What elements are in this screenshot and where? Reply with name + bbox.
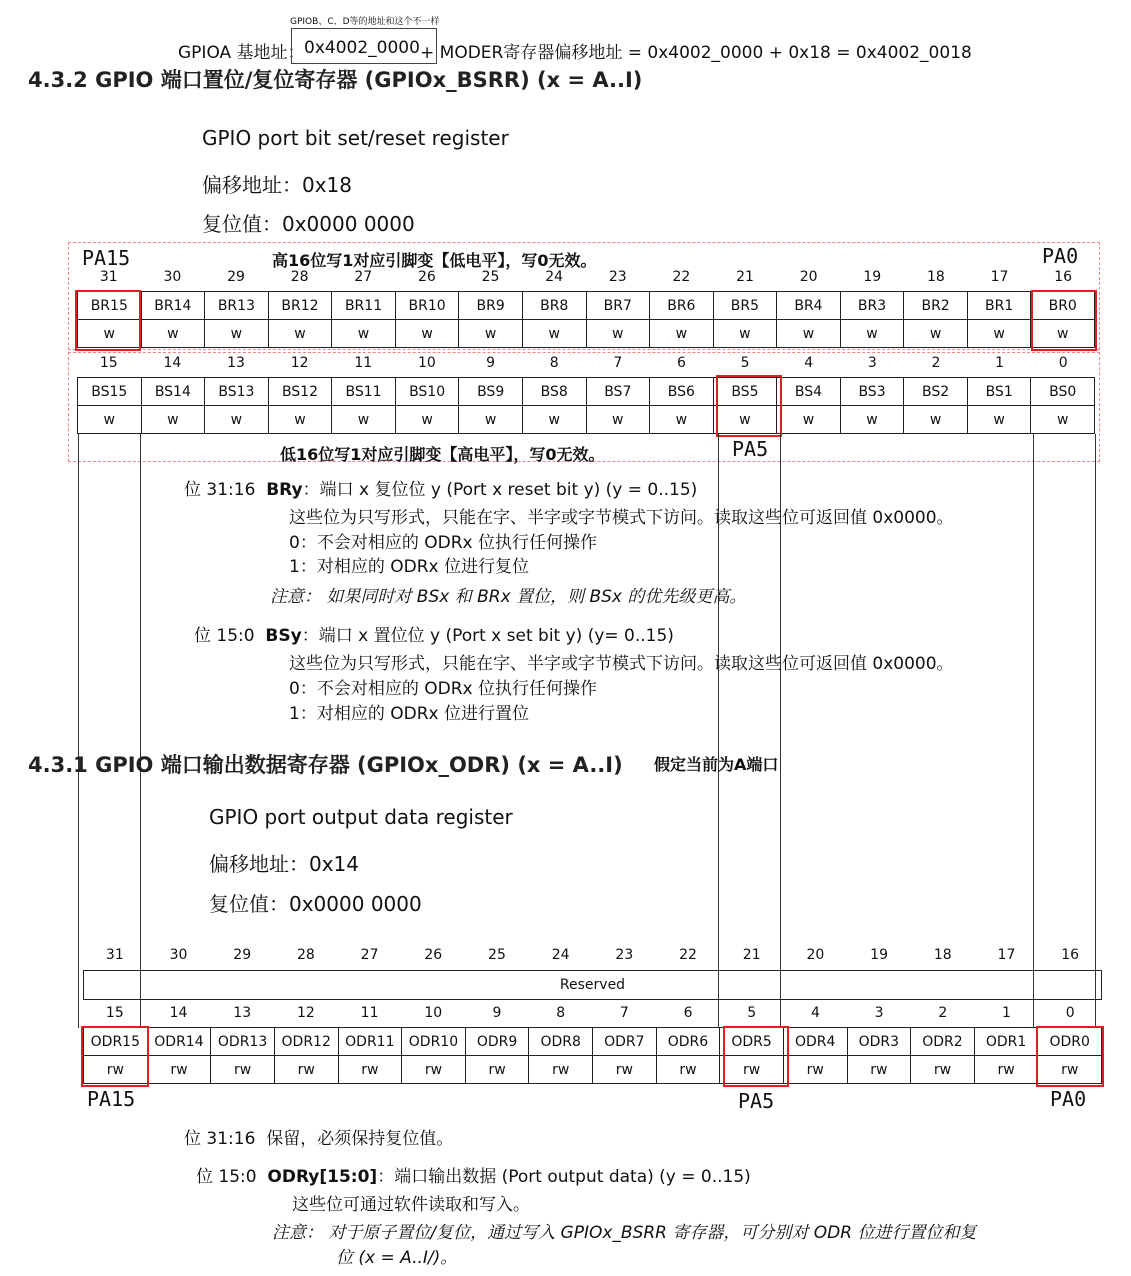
base-address-formula: + MODER寄存器偏移地址 = 0x4002_0000 + 0x18 = 0x4002_0018: [420, 43, 972, 63]
field-br1: BR1: [967, 292, 1031, 320]
access-w-br8: w: [522, 320, 586, 348]
field-br6: BR6: [650, 292, 714, 320]
field-br0: BR0: [1031, 292, 1095, 320]
odr-heading: 4.3.1 GPIO 端口输出数据寄存器 (GPIOx_ODR) (x = A..I): [28, 753, 623, 777]
highlight-bs5: [716, 375, 782, 437]
access-w-bs7: w: [586, 406, 650, 434]
access-w-bs2: w: [904, 406, 968, 434]
access-w-br12: w: [268, 320, 332, 348]
bit-number-12: 12: [296, 1005, 315, 1021]
access-w-br1: w: [967, 320, 1031, 348]
access-rw-odr2: rw: [911, 1056, 975, 1084]
bit-number-13: 13: [233, 1005, 252, 1021]
field-br4: BR4: [777, 292, 841, 320]
access-rw-odr9: rw: [465, 1056, 529, 1084]
field-odr4: ODR4: [783, 1028, 847, 1056]
bit-number-5: 5: [740, 355, 750, 371]
access-w-br6: w: [650, 320, 714, 348]
bit-number-23: 23: [615, 947, 634, 963]
field-bs0: BS0: [1031, 378, 1095, 406]
field-bs7: BS7: [586, 378, 650, 406]
access-w-bs9: w: [459, 406, 523, 434]
odr-pa15-label: PA15: [87, 1087, 136, 1111]
bit-number-28: 28: [290, 269, 309, 285]
odr-atomic-note-line2: 位 (x = A..I/)。: [336, 1248, 458, 1268]
field-odr9: ODR9: [465, 1028, 529, 1056]
base-address-value: 0x4002_0000: [304, 38, 420, 58]
bit-number-24: 24: [545, 269, 564, 285]
bsrr-br-desc-line3: 1：对相应的 ODRx 位进行复位: [289, 557, 529, 577]
field-odr11: ODR11: [338, 1028, 402, 1056]
bsrr-high-note: 高16位写1对应引脚变【低电平】，写0无效。: [272, 251, 597, 270]
bit-number-19: 19: [870, 947, 888, 963]
access-w-br10: w: [395, 320, 459, 348]
access-w-bs15: w: [78, 406, 142, 434]
field-bs5: BS5: [713, 378, 777, 406]
bsrr-low-note: 低16位写1对应引脚变【高电平】，写0无效。: [280, 445, 605, 464]
bit-number-28: 28: [296, 947, 315, 963]
bsrr-br-desc-line1: 这些位为只写形式，只能在字、半字或字节模式下访问。读取这些位可返回值 0x0000。: [289, 508, 954, 528]
bit-number-27: 27: [360, 947, 379, 963]
access-rw-odr13: rw: [211, 1056, 275, 1084]
field-br14: BR14: [141, 292, 205, 320]
bit-number-31: 31: [99, 269, 118, 285]
highlight-odr0: [1036, 1026, 1104, 1087]
field-bs6: BS6: [650, 378, 714, 406]
access-w-br13: w: [205, 320, 269, 348]
access-w-br9: w: [459, 320, 523, 348]
bsrr-pa5-label: PA5: [732, 437, 769, 461]
bit-number-7: 7: [619, 1005, 629, 1021]
field-bs4: BS4: [777, 378, 841, 406]
odr-reserved-table: [83, 970, 1102, 1000]
access-rw-odr8: rw: [529, 1056, 593, 1084]
bit-number-0: 0: [1065, 1005, 1075, 1021]
bit-number-18: 18: [933, 947, 952, 963]
field-br8: BR8: [522, 292, 586, 320]
base-address-note-tiny: GPIOB、C、D等的地址和这个不一样: [290, 17, 440, 27]
odr-assume-note: 假定当前为A端口: [654, 755, 779, 774]
base-address-prefix: GPIOA 基地址：: [178, 43, 305, 63]
bit-number-29: 29: [233, 947, 252, 963]
highlight-odr5: [723, 1026, 789, 1087]
access-w-br0: w: [1031, 320, 1095, 348]
bit-number-21: 21: [742, 947, 761, 963]
access-w-br15: w: [78, 320, 142, 348]
field-br10: BR10: [395, 292, 459, 320]
bit-number-7: 7: [613, 355, 623, 371]
field-bs15: BS15: [78, 378, 142, 406]
bit-number-22: 22: [679, 947, 697, 963]
bit-number-2: 2: [931, 355, 941, 371]
bsrr-offset: 偏移地址：0x18: [202, 173, 353, 197]
field-odr2: ODR2: [911, 1028, 975, 1056]
bsrr-priority-note: 注意： 如果同时对 BSx 和 BRx 置位，则 BSx 的优先级更高。: [270, 587, 747, 607]
field-bs14: BS14: [141, 378, 205, 406]
bit-number-18: 18: [927, 269, 945, 285]
access-rw-odr3: rw: [847, 1056, 911, 1084]
bit-number-24: 24: [551, 947, 570, 963]
bit-number-10: 10: [418, 355, 436, 371]
odr-pa5-label: PA5: [738, 1089, 775, 1113]
bit-number-17: 17: [990, 269, 1009, 285]
bit-number-15: 15: [105, 1005, 124, 1021]
access-rw-odr10: rw: [402, 1056, 466, 1084]
field-br15: BR15: [78, 292, 142, 320]
bit-number-9: 9: [492, 1005, 502, 1021]
bit-number-10: 10: [424, 1005, 443, 1021]
highlight-odr15: [81, 1026, 149, 1087]
field-br2: BR2: [904, 292, 968, 320]
field-odr5: ODR5: [720, 1028, 784, 1056]
access-w-bs12: w: [268, 406, 332, 434]
bit-number-17: 17: [997, 947, 1016, 963]
bit-number-26: 26: [418, 269, 436, 285]
field-odr14: ODR14: [147, 1028, 211, 1056]
access-w-bs1: w: [967, 406, 1031, 434]
access-rw-odr15: rw: [84, 1056, 148, 1084]
field-odr7: ODR7: [593, 1028, 657, 1056]
access-w-br11: w: [332, 320, 396, 348]
bsrr-br-desc-title: 位 31:16 BRy：端口 x 复位位 y (Port x reset bit y) (y = 0..15): [184, 480, 698, 500]
field-br12: BR12: [268, 292, 332, 320]
bit-number-23: 23: [608, 269, 627, 285]
bit-number-14: 14: [163, 355, 182, 371]
field-bs12: BS12: [268, 378, 332, 406]
bit-number-14: 14: [169, 1005, 188, 1021]
connector-pa0-left: [1033, 434, 1034, 1028]
bit-number-13: 13: [227, 355, 245, 371]
bsrr-register-name: GPIO port bit set/reset register: [202, 126, 509, 150]
bit-number-19: 19: [863, 269, 882, 285]
field-odr15: ODR15: [84, 1028, 148, 1056]
access-rw-odr5: rw: [720, 1056, 784, 1084]
field-bs2: BS2: [904, 378, 968, 406]
access-w-bs14: w: [141, 406, 205, 434]
bit-number-11: 11: [354, 355, 373, 371]
bsrr-bs-desc-line1: 这些位为只写形式，只能在字、半字或字节模式下访问。读取这些位可返回值 0x0000。: [289, 654, 954, 674]
highlight-br15: [75, 290, 141, 351]
access-w-br5: w: [713, 320, 777, 348]
odr-reset-value: 复位值：0x0000 0000: [209, 892, 422, 916]
bit-number-25: 25: [481, 269, 500, 285]
bit-number-21: 21: [736, 269, 754, 285]
bit-number-31: 31: [105, 947, 124, 963]
access-w-bs10: w: [395, 406, 459, 434]
bsrr-low-bit-numbers: [77, 355, 1095, 371]
bsrr-pa0-label: PA0: [1042, 244, 1079, 268]
field-bs11: BS11: [332, 378, 396, 406]
bit-number-8: 8: [556, 1005, 566, 1021]
bsrr-reset-value: 复位值：0x0000 0000: [202, 212, 415, 236]
field-br13: BR13: [205, 292, 269, 320]
access-rw-odr7: rw: [593, 1056, 657, 1084]
bit-number-22: 22: [672, 269, 691, 285]
bsrr-bs-desc-line2: 0：不会对相应的 ODRx 位执行任何操作: [289, 679, 597, 699]
bit-number-15: 15: [99, 355, 118, 371]
access-rw-odr14: rw: [147, 1056, 211, 1084]
bit-number-2: 2: [938, 1005, 948, 1021]
bit-number-30: 30: [169, 947, 188, 963]
bsrr-high-bit-numbers: [77, 269, 1095, 285]
access-w-bs8: w: [522, 406, 586, 434]
bit-number-6: 6: [683, 1005, 693, 1021]
field-odr13: ODR13: [211, 1028, 275, 1056]
odr-bits-desc-line1: 这些位可通过软件读取和写入。: [292, 1195, 530, 1215]
access-w-bs6: w: [650, 406, 714, 434]
field-bs13: BS13: [205, 378, 269, 406]
connector-pa15-right: [140, 434, 141, 1028]
access-rw-odr0: rw: [1038, 1056, 1102, 1084]
odr-pa0-label: PA0: [1050, 1087, 1087, 1111]
access-rw-odr6: rw: [656, 1056, 720, 1084]
field-bs1: BS1: [967, 378, 1031, 406]
odr-reserved-desc: 位 31:16 保留，必须保持复位值。: [184, 1129, 454, 1149]
field-odr0: ODR0: [1038, 1028, 1102, 1056]
bit-number-3: 3: [867, 355, 877, 371]
access-rw-odr4: rw: [783, 1056, 847, 1084]
field-br3: BR3: [840, 292, 904, 320]
odr-atomic-note-line1: 注意： 对于原子置位/复位，通过写入 GPIOx_BSRR 寄存器，可分别对 ODR 位进行置位和复: [272, 1223, 977, 1243]
bit-number-30: 30: [163, 269, 182, 285]
bit-number-25: 25: [488, 947, 506, 963]
bit-number-4: 4: [810, 1005, 820, 1021]
odr-bits-desc-title: 位 15:0 ODRy[15:0]：端口输出数据 (Port output data) (y = 0..15): [196, 1167, 751, 1187]
bsrr-bs-desc-title: 位 15:0 BSy：端口 x 置位位 y (Port x set bit y) (y= 0..15): [194, 626, 674, 646]
bit-number-16: 16: [1061, 947, 1080, 963]
access-w-bs4: w: [777, 406, 841, 434]
odr-reserved-cell: Reserved: [84, 971, 1102, 1000]
bit-number-4: 4: [804, 355, 814, 371]
access-w-br4: w: [777, 320, 841, 348]
bsrr-pa15-label: PA15: [82, 246, 131, 270]
bsrr-high-table: [77, 291, 1095, 348]
connector-pa15-left: [78, 434, 79, 1028]
bsrr-heading: 4.3.2 GPIO 端口置位/复位寄存器 (GPIOx_BSRR) (x = A..I): [28, 68, 643, 92]
field-odr12: ODR12: [274, 1028, 338, 1056]
field-br9: BR9: [459, 292, 523, 320]
field-bs10: BS10: [395, 378, 459, 406]
access-w-br14: w: [141, 320, 205, 348]
bit-number-5: 5: [747, 1005, 757, 1021]
bit-number-26: 26: [424, 947, 443, 963]
field-odr3: ODR3: [847, 1028, 911, 1056]
field-bs8: BS8: [522, 378, 586, 406]
access-rw-odr12: rw: [274, 1056, 338, 1084]
bit-number-1: 1: [995, 355, 1005, 371]
access-rw-odr1: rw: [974, 1056, 1038, 1084]
bit-number-0: 0: [1058, 355, 1068, 371]
field-br5: BR5: [713, 292, 777, 320]
access-w-bs0: w: [1031, 406, 1095, 434]
bsrr-br-desc-line2: 0：不会对相应的 ODRx 位执行任何操作: [289, 533, 597, 553]
access-w-br7: w: [586, 320, 650, 348]
bit-number-3: 3: [874, 1005, 884, 1021]
access-w-br3: w: [840, 320, 904, 348]
access-w-bs3: w: [840, 406, 904, 434]
access-rw-odr11: rw: [338, 1056, 402, 1084]
bit-number-20: 20: [799, 269, 818, 285]
field-odr8: ODR8: [529, 1028, 593, 1056]
field-br11: BR11: [332, 292, 396, 320]
odr-high-bit-numbers: [83, 947, 1102, 963]
bsrr-low-table: [77, 377, 1095, 434]
field-odr6: ODR6: [656, 1028, 720, 1056]
field-odr10: ODR10: [402, 1028, 466, 1056]
access-w-bs5: w: [713, 406, 777, 434]
bit-number-16: 16: [1054, 269, 1073, 285]
bit-number-12: 12: [290, 355, 309, 371]
field-bs3: BS3: [840, 378, 904, 406]
bit-number-20: 20: [806, 947, 825, 963]
odr-low-bit-numbers: [83, 1005, 1102, 1021]
field-bs9: BS9: [459, 378, 523, 406]
field-br7: BR7: [586, 292, 650, 320]
bit-number-9: 9: [486, 355, 496, 371]
access-w-br2: w: [904, 320, 968, 348]
odr-low-table: [83, 1027, 1102, 1084]
access-w-bs11: w: [332, 406, 396, 434]
field-odr1: ODR1: [974, 1028, 1038, 1056]
connector-pa0-right: [1095, 434, 1096, 1028]
odr-offset: 偏移地址：0x14: [209, 852, 360, 876]
bit-number-27: 27: [354, 269, 373, 285]
bit-number-29: 29: [227, 269, 245, 285]
highlight-br0: [1031, 290, 1097, 351]
bit-number-11: 11: [360, 1005, 379, 1021]
bit-number-8: 8: [549, 355, 559, 371]
bit-number-1: 1: [1002, 1005, 1011, 1021]
access-w-bs13: w: [205, 406, 269, 434]
bit-number-6: 6: [676, 355, 686, 371]
bsrr-bs-desc-line3: 1：对相应的 ODRx 位进行置位: [289, 704, 529, 724]
odr-register-name: GPIO port output data register: [209, 805, 513, 829]
